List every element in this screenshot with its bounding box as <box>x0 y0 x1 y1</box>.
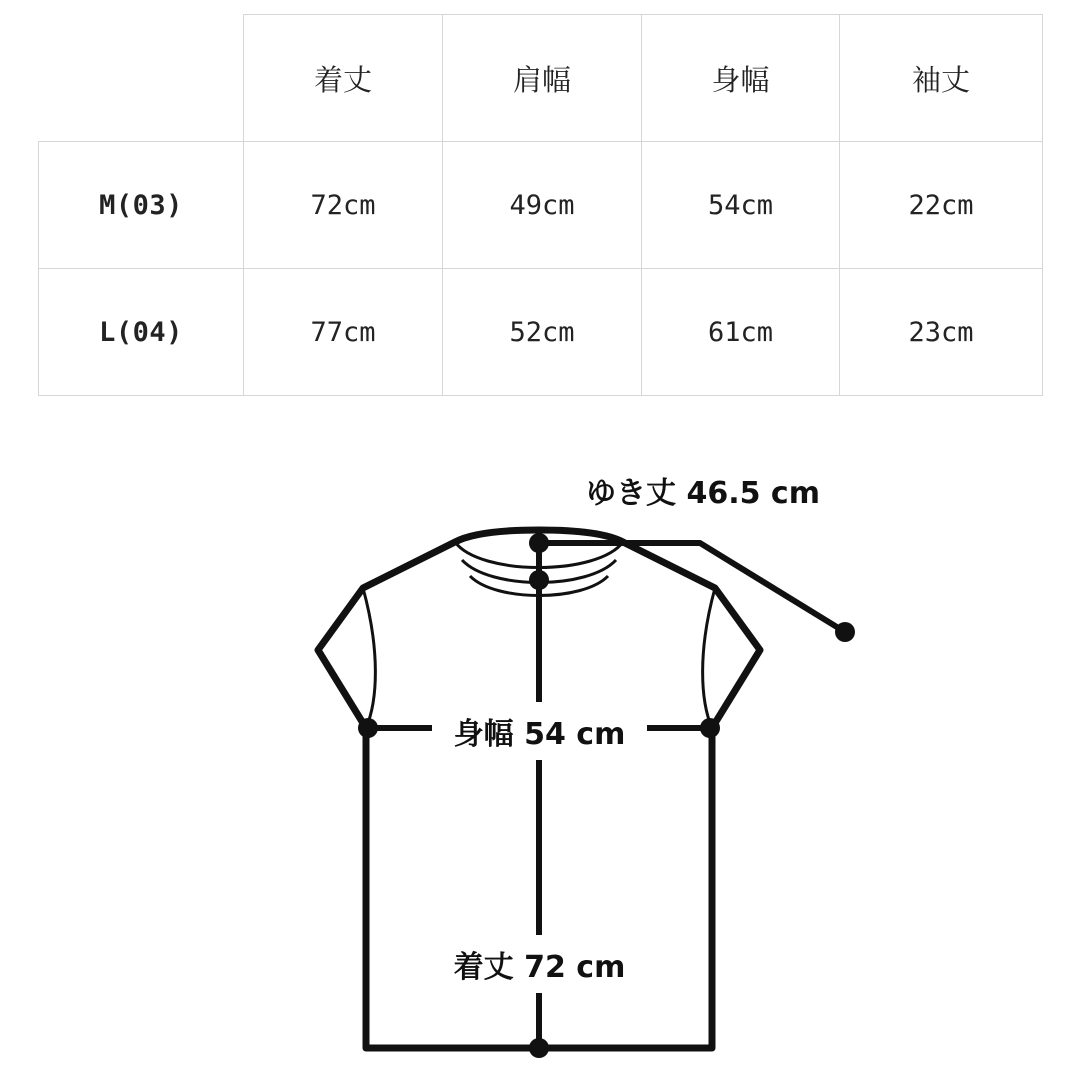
cell-l-sodetake: 23cm <box>840 269 1043 396</box>
measure-endpoint-dot <box>529 1038 549 1058</box>
size-table <box>38 14 1043 396</box>
cell-l-katahaba: 52cm <box>443 269 642 396</box>
cell-m-katahaba: 49cm <box>443 142 642 269</box>
table-header-row <box>39 15 1043 142</box>
row-header-size-l: L(04) <box>39 269 244 396</box>
table-corner-cell <box>39 15 244 142</box>
measure-line-sleeve-length <box>529 533 855 642</box>
measure-endpoint-dot <box>358 718 378 738</box>
measure-endpoint-dot <box>700 718 720 738</box>
column-header-sodetake: 袖丈 <box>840 15 1043 142</box>
table-row <box>39 269 1043 396</box>
column-header-kitake: 着丈 <box>244 15 443 142</box>
cell-l-mihaba: 61cm <box>642 269 840 396</box>
column-header-katahaba: 肩幅 <box>443 15 642 142</box>
row-header-size-m: M(03) <box>39 142 244 269</box>
measurement-diagram <box>0 400 1080 1080</box>
callout-sleeve-length: ゆき丈 46.5 cm <box>568 460 838 520</box>
callout-body-width: 身幅 54 cm <box>432 702 647 760</box>
cell-l-kitake: 77cm <box>244 269 443 396</box>
callout-body-length: 着丈 72 cm <box>432 935 647 993</box>
measure-endpoint-dot <box>835 622 855 642</box>
size-table-container <box>38 14 1042 396</box>
measure-endpoint-dot <box>529 570 549 590</box>
cell-m-mihaba: 54cm <box>642 142 840 269</box>
cell-m-sodetake: 22cm <box>840 142 1043 269</box>
table-row <box>39 142 1043 269</box>
cell-m-kitake: 72cm <box>244 142 443 269</box>
column-header-mihaba: 身幅 <box>642 15 840 142</box>
